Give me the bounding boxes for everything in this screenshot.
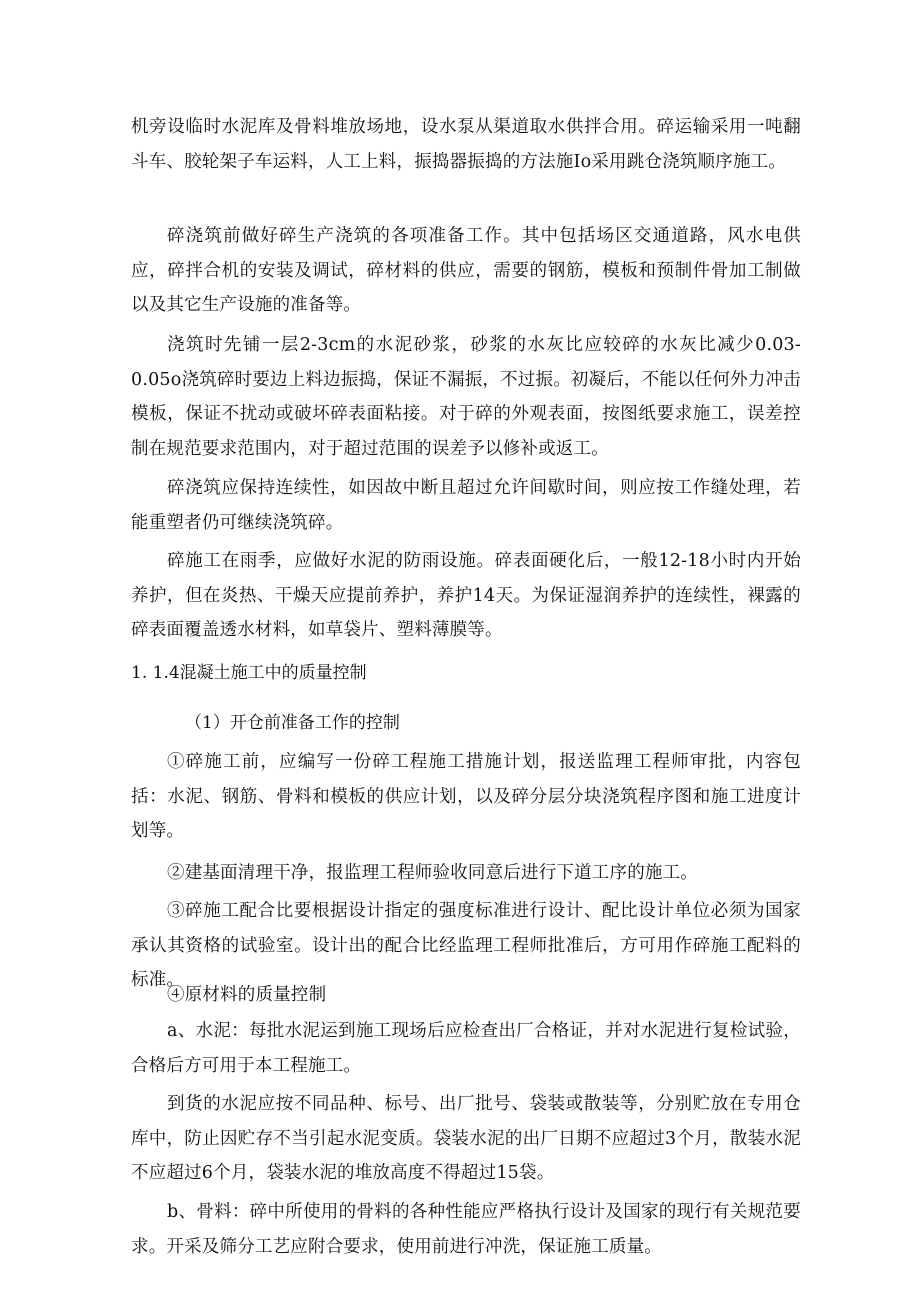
section-heading: 1. 1.4混凝土施工中的质量控制 bbox=[131, 663, 367, 683]
subsection-heading: （1）开仓前准备工作的控制 bbox=[185, 713, 400, 733]
list-item-mix-design: ③碎施工配合比要根据设计指定的强度标准进行设计、配比设计单位必须为国家承认其资格的试验室。设计出的配合比经监理工程师批准后，方可用作碎施工配料的标准。 bbox=[131, 901, 801, 990]
list-item-aggregate: b、骨料：碎中所使用的骨料的各种性能应严格执行设计及国家的现行有关规范要求。开采及筛分工艺应附合要求，使用前进行冲洗，保证施工质量。 bbox=[131, 1202, 801, 1257]
list-item-cement: a、水泥：每批水泥运到施工现场后应检查出厂合格证，并对水泥进行复检试验，合格后方可用于本工程施工。 bbox=[131, 1021, 801, 1076]
paragraph-preparation: 碎浇筑前做好碎生产浇筑的各项准备工作。其中包括场区交通道路，风水电供应，碎拌合机的安装及调试，碎材料的供应，需要的钢筋，模板和预制件骨加工制做以及其它生产设施的准备等。 bbox=[131, 226, 801, 315]
paragraph-continuity: 碎浇筑应保持连续性，如因故中断且超过允许间歇时间，则应按工作缝处理，若能重塑者仍可继续浇筑碎。 bbox=[131, 478, 801, 533]
list-item-foundation: ②建基面清理干净，报监理工程师验收同意后进行下道工序的施工。 bbox=[167, 863, 698, 883]
list-item-plan: ①碎施工前，应编写一份碎工程施工措施计划，报送监理工程师审批，内容包括：水泥、钢筋、骨料和模板的供应计划，以及碎分层分块浇筑程序图和施工进度计划等。 bbox=[131, 752, 801, 841]
list-item-materials: ④原材料的质量控制 bbox=[167, 985, 327, 1005]
paragraph-pouring: 浇筑时先铺一层2-3cm的水泥砂浆，砂浆的水灰比应较碎的水灰比减少0.03-0.05o浇筑碎时要边上料边振捣，保证不漏振，不过振。初凝后，不能以任何外力冲击模板，保证不扰动或破坏碎表面粘接。对于碎的外观表面，按图纸要求施工，误差控制在规范要求范围内，对于超过范围的误差予以修补或返工。 bbox=[131, 335, 801, 459]
paragraph-curing: 碎施工在雨季，应做好水泥的防雨设施。碎表面硬化后，一般12-18小时内开始养护，但在炎热、干燥天应提前养护，养护14天。为保证湿润养护的连续性，裸露的碎表面覆盖透水材料，如草袋片、塑料薄膜等。 bbox=[131, 551, 801, 640]
paragraph-cement-storage: 到货的水泥应按不同品种、标号、出厂批号、袋装或散装等，分别贮放在专用仓库中，防止因贮存不当引起水泥变质。袋装水泥的出厂日期不应超过3个月，散装水泥不应超过6个月，袋装水泥的堆放高度不得超过15袋。 bbox=[131, 1094, 801, 1183]
paragraph-site-setup: 机旁设临时水泥库及骨料堆放场地，设水泵从渠道取水供拌合用。碎运输采用一吨翻斗车、胶轮架子车运料，人工上料，振捣器振捣的方法施Io采用跳仓浇筑顺序施工。 bbox=[131, 117, 801, 172]
